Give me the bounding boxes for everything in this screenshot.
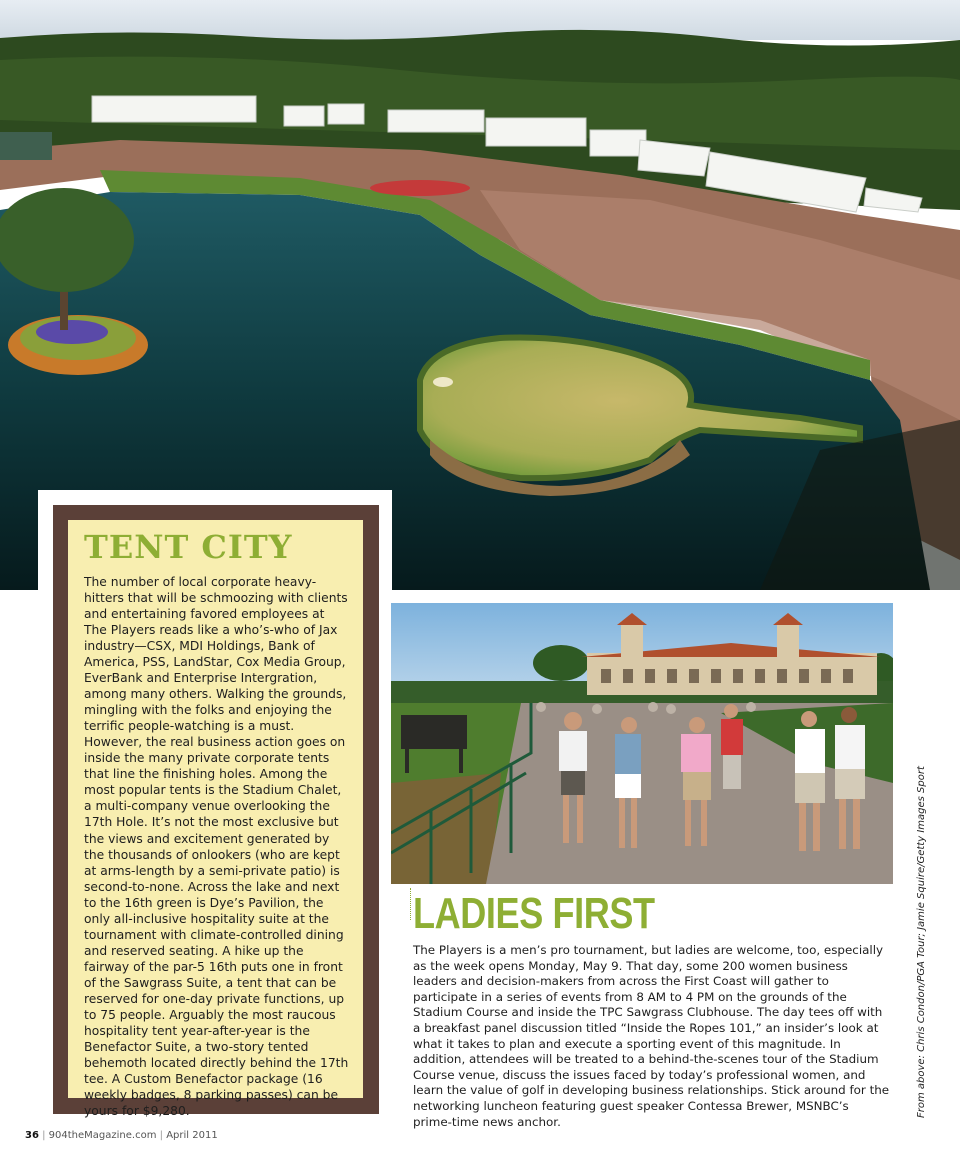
footer-separator: | bbox=[42, 1130, 46, 1141]
footer-separator-2: | bbox=[159, 1130, 164, 1141]
title-rule bbox=[410, 888, 411, 920]
feature-body: The Players is a men’s pro tournament, but ladies are welcome, too, especially as the week opens Monday, May 9. That day, some 200 women business leaders and decision-makers from across the First Coast will gather to participate in a series of events from 8 AM to 4 PM on the grounds of the Stadium Course and inside the TPC Sawgrass Clubhouse. The day tees off with a breakfast panel discussion titled “Inside the Ropes 101,” an insider’s look at what it takes to plan and execute a sporting event of this magnitude. In addition, attendees will be treated to a behind-the-scenes tour of the Stadium Course venue, discuss the issues faced by today’s professional women, and learn the value of golf in developing business relationships. Stick around for the networking luncheon featuring guest speaker Contessa Brewer, MSNBC’s prime-time news anchor. bbox=[413, 943, 890, 1129]
photo-credit: From above: Chris Condon/PGA Tour; Jamie Squire/Getty Images Sport bbox=[916, 766, 927, 1118]
sidebar-title: TENT CITY bbox=[84, 528, 293, 566]
footer-issue: April 2011 bbox=[166, 1130, 218, 1141]
sidebar-body: The number of local corporate heavy-hitters that will be schmoozing with clients and entertaining favored employees at The Players reads like a who’s-who of Jax industry—CSX, MDI Holdings, Bank of America, PSS, LandStar, Cox Media Group, EverBank and Enterprise Intergration, among many others. Walking the grounds, mingling with the folks and enjoying the terrific people-watching is a must. However, the real business action goes on inside the many private corporate tents that line the finishing holes. Among the most popular tents is the Stadium Chalet, a multi-company venue overlooking the 17th Hole. It’s not the most exclusive but the views and excitement generated by the thousands of onlookers (who are kept at arms-length by a semi-private patio) is second-to-none. Across the lake and next to the 16th green is Dye’s Pavilion, the only all-inclusive hospitality suite at the tournament with climate-controlled dining and reserved seating. A hike up the fairway of the par-5 16th puts one in front of the Sawgrass Suite, a tent that can be reserved for one-day private functions, up to 75 people. Arguably the most raucous hospitality tent year-after-year is the Benefactor Suite, a two-story tented behemoth located directly behind the 17th tee. A Custom Benefactor package (16 weekly badges, 8 parking passes) can be yours for $9,280. bbox=[84, 575, 349, 1119]
feature-title: LADIES FIRST bbox=[413, 889, 655, 938]
page-footer bbox=[25, 1130, 218, 1141]
clubhouse-photo bbox=[391, 603, 893, 884]
page-number: 36 bbox=[25, 1130, 39, 1141]
footer-site: 904theMagazine.com bbox=[48, 1130, 157, 1141]
